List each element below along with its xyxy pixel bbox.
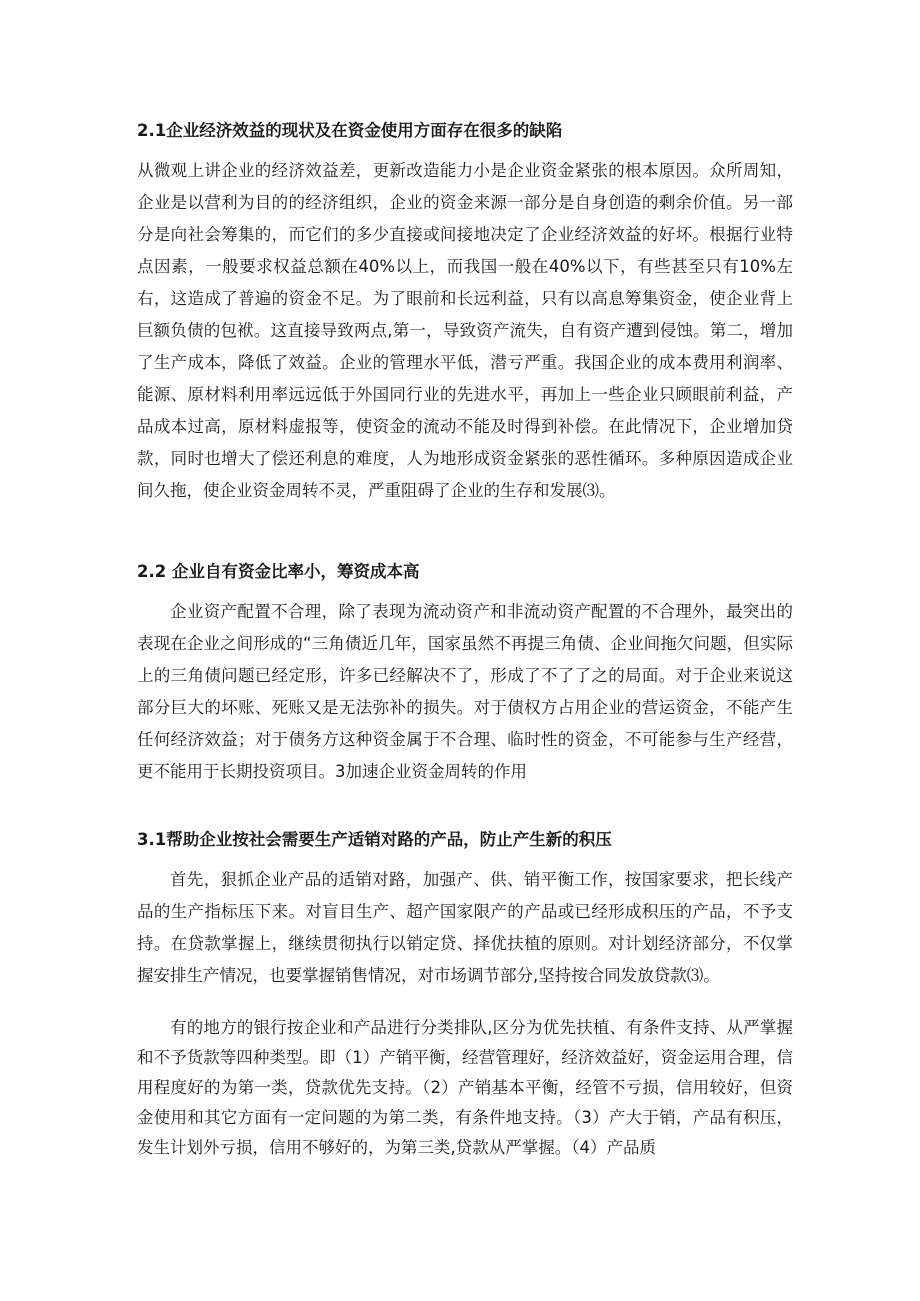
section-heading-2-2: 2.2 企业自有资金比率小，筹资成本高: [137, 562, 420, 581]
section-paragraph-2-1: 从微观上讲企业的经济效益差，更新改造能力小是企业资金紧张的根本原因。众所周知，企业是以营利为目的的经济组织，企业的资金来源一部分是自身创造的剩余价值。另一部分是向社会筹集的，而它们的多少直接或间接地决定了企业经济效益的好坏。根据行业特点因素，一般要求权益总额在40%以上，而我国一般在40%以下，有些甚至只有10%左右，这造成了普遍的资金不足。为了眼前和长远利益，只有以高息筹集资金，使企业背上巨额负债的包袱。这直接导致两点,第一，导致资产流失，自有资产遭到侵蚀。第二，增加了生产成本，降低了效益。企业的管理水平低，潜亏严重。我国企业的成本费用利润率、能源、原材料利用率远远低于外国同行业的先进水平，再加上一些企业只顾眼前利益，产品成本过高，原材料虚报等，使资金的流动不能及时得到补偿。在此情况下，企业增加贷款，同时也增大了偿还利息的难度，人为地形成资金紧张的恶性循环。多种原因造成企业间久拖，使企业资金周转不灵，严重阻碍了企业的生存和发展⑶。: [137, 161, 793, 500]
section-paragraph-3-1-first: 首先，狠抓企业产品的适销对路，加强产、供、销平衡工作，按国家要求，把长线产品的生产指标压下来。对盲目生产、超产国家限产的产品或已经形成积压的产品，不予支持。在贷款掌握上，继续贯彻执行以销定贷、择优扶植的原则。对计划经济部分，不仅掌握安排生产情况，也要掌握销售情况，对市场调节部分,坚持按合同发放贷款⑶。: [137, 870, 793, 985]
section-paragraph-3-1-second: 有的地方的银行按企业和产品进行分类排队,区分为优先扶植、有条件支持、从严掌握和不予货款等四种类型。即（1）产销平衡，经营管理好，经济效益好，资金运用合理，信用程度好的为第一类，贷款优先支持。（2）产销基本平衡，经管不亏损，信用较好，但资金使用和其它方面有一定问题的为第二类，有条件地支持。（3）产大于销，产品有积压，发生计划外亏损，信用不够好的，为第三类,贷款从严掌握。（4）产品质: [137, 1018, 793, 1157]
section-heading-2-1: 2.1企业经济效益的现状及在资金使用方面存在很多的缺陷: [137, 121, 563, 140]
section-heading-3-1: 3.1帮助企业按社会需要生产适销对路的产品，防止产生新的积压: [137, 830, 612, 849]
section-paragraph-2-2: 企业资产配置不合理，除了表现为流动资产和非流动资产配置的不合理外，最突出的表现在企业之间形成的“三角债近几年，国家虽然不再提三角债、企业间拖欠问题，但实际上的三角债问题已经定形，许多已经解决不了，形成了不了了之的局面。对于企业来说这部分巨大的坏账、死账又是无法弥补的损失。对于债权方占用企业的营运资金，不能产生任何经济效益；对于债务方这种资金属于不合理、临时性的资金，不可能参与生产经营，更不能用于长期投资项目。3加速企业资金周转的作用: [137, 602, 793, 781]
